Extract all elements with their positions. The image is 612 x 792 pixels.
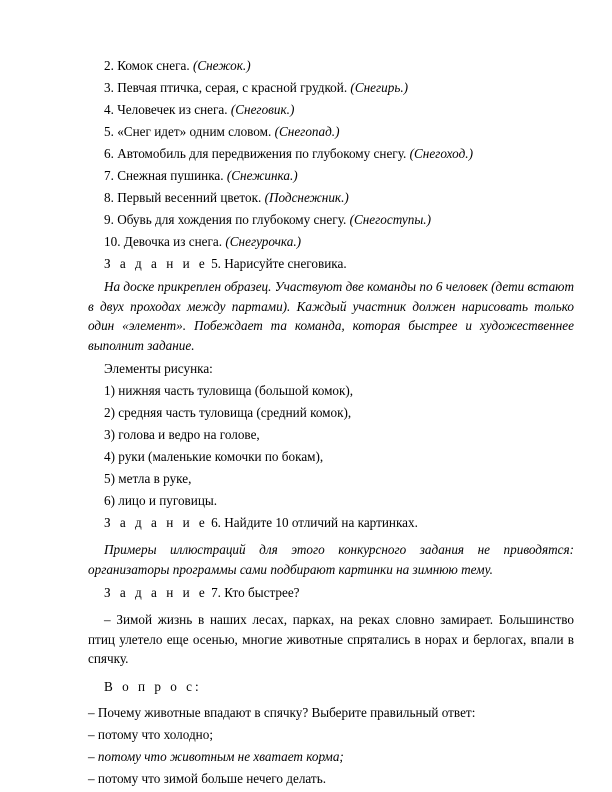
item-text: 7. Снежная пушинка. [104,168,227,183]
task-heading [88,584,574,601]
item-answer: (Снежок.) [192,58,251,73]
task-label: З а д а н и е [104,585,208,600]
list-item [88,189,574,206]
list-item [88,211,574,228]
task-heading [88,514,574,531]
item-text: 9. Обувь для хождения по глубокому снегу. [104,212,350,227]
element-item: 3) голова и ведро на голове, [104,427,260,442]
question-text: – Почему животные впадают в спячку? Выберите правильный ответ: [88,704,476,720]
answer-option: – потому что холодно; [88,726,213,742]
element-item: 4) руки (маленькие комочки по бокам), [104,449,324,464]
task-title: 6. Найдите 10 отличий на картинках. [207,515,418,530]
list-item [88,145,574,162]
list-item [88,233,574,250]
item-answer: (Снегопад.) [274,124,340,139]
task-label: З а д а н и е [104,515,208,530]
page-content [88,57,574,787]
element-item: 6) лицо и пуговицы. [104,493,218,508]
item-answer: (Снегирь.) [350,80,409,95]
answer-option: – потому что зимой больше нечего делать. [88,770,327,786]
item-answer: (Подснежник.) [264,190,349,205]
item-text: 4. Человечек из снега. [104,102,231,117]
task-note: Примеры иллюстраций для этого конкурсного задания не приводятся: организаторы программы сами подбирают картинки на зимнюю тему. [88,542,574,577]
task-label: З а д а н и е [104,256,208,271]
task-heading [88,255,574,272]
list-item [88,57,574,74]
element-item: 1) нижняя часть туловища (большой комок), [104,383,354,398]
task-note: На доске прикреплен образец. Участвуют две команды по 6 человек (дети встают в двух проходах между партами). Каждый участник должен нарисовать только один «элемент». Побеждает та команда, которая быстрее и художественнее выполнит задание. [88,279,574,353]
elements-heading: Элементы рисунка: [104,361,213,376]
list-item [88,123,574,140]
item-text: 6. Автомобиль для передвижения по глубокому снегу. [104,146,410,161]
list-item [88,101,574,118]
item-answer: (Снежинка.) [226,168,298,183]
item-text: 2. Комок снега. [104,58,193,73]
item-answer: (Снеговик.) [230,102,295,117]
item-text: 10. Девочка из снега. [104,234,226,249]
item-answer: (Снегурочка.) [225,234,302,249]
list-item [88,79,574,96]
element-item: 2) средняя часть туловища (средний комок), [104,405,352,420]
element-item: 5) метла в руке, [104,471,192,486]
item-text: 3. Певчая птичка, серая, с красной грудкой. [104,80,351,95]
task-title: 7. Кто быстрее? [207,585,300,600]
task-title: 5. Нарисуйте снеговика. [207,256,347,271]
item-text: 5. «Снег идет» одним словом. [104,124,275,139]
item-answer: (Снегоход.) [409,146,473,161]
answer-option-correct: – потому что животным не хватает корма; [88,748,344,764]
item-answer: (Снегоступы.) [349,212,431,227]
question-label: В о п р о с: [104,678,202,694]
task-intro: – Зимой жизнь в наших лесах, парках, на реках словно замирает. Большинство птиц улетело еще осенью, многие животные спрятались в норах и берлогах, впали в спячку. [88,612,574,666]
item-text: 8. Первый весенний цветок. [104,190,265,205]
list-item [88,167,574,184]
